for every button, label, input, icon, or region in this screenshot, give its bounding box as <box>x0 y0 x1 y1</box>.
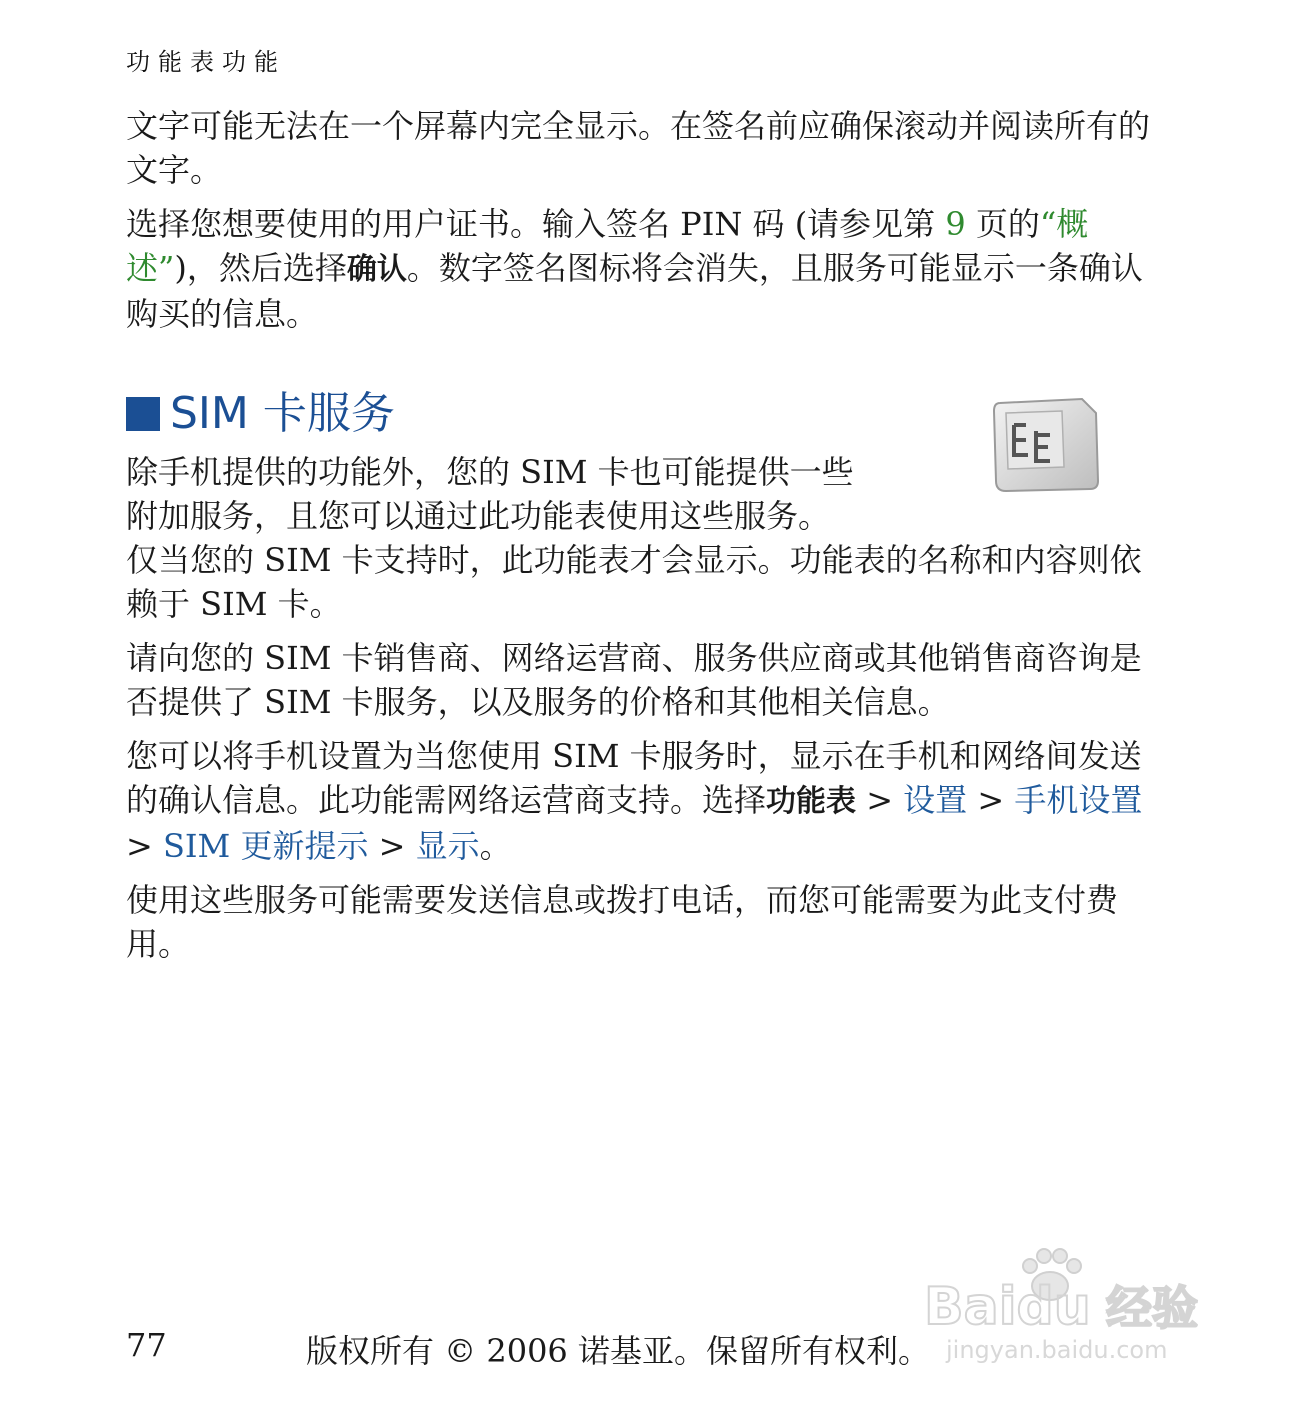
show-term: 显示 <box>415 827 480 865</box>
paragraph-confirmation-setting <box>126 734 1156 868</box>
text-segment: 页的 <box>965 205 1040 243</box>
paragraph-scroll-notice: 文字可能无法在一个屏幕内完全显示。在签名前应确保滚动并阅读所有的文字。 <box>126 107 1151 189</box>
page-content <box>126 104 1156 976</box>
paragraph-sim-support: 仅当您的 SIM 卡支持时，此功能表才会显示。功能表的名称和内容则依赖于 SIM 卡。 <box>126 541 1142 623</box>
phone-settings-term: 手机设置 <box>1014 781 1143 819</box>
confirm-term: 确认 <box>346 252 407 287</box>
text-line: 附加服务，且您可以通过此功能表使用这些服务。 <box>126 497 831 535</box>
copyright-notice: 版权所有 © 2006 诺基亚。保留所有权利。 <box>306 1332 930 1370</box>
square-bullet-icon <box>126 397 160 431</box>
text-line: 除手机提供的功能外，您的 SIM 卡也可能提供一些 <box>126 453 854 491</box>
running-header: 功能表功能 <box>126 48 286 76</box>
text-segment: )，然后选择 <box>174 249 347 287</box>
watermark-brand: Baidu <box>924 1277 1091 1337</box>
text-segment: 。 <box>479 827 512 865</box>
settings-term: 设置 <box>903 781 968 819</box>
overview-link[interactable]: “概述” <box>126 205 1089 287</box>
paragraph-service-fees: 使用这些服务可能需要发送信息或拨打电话，而您可能需要为此支付费用。 <box>126 881 1119 963</box>
baidu-watermark <box>920 1236 1220 1370</box>
page-number: 77 <box>126 1326 167 1364</box>
separator: > <box>126 827 163 865</box>
page-reference-link[interactable]: 9 <box>945 205 966 243</box>
text-segment: 您可以将手机设置为当您使用 SIM 卡服务时，显示在手机和网络间发送的确认信息。此功能需网络运营商支持。选择 <box>126 737 1142 819</box>
separator: > <box>967 781 1015 819</box>
paragraph-select-certificate <box>126 202 1156 336</box>
sim-card-icon <box>992 397 1102 497</box>
text-segment: 。数字签名图标将会消失，且服务可能显示一条确认购买的信息。 <box>126 249 1143 333</box>
text-segment: 选择您想要使用的用户证书。输入签名 PIN 码 (请参见第 <box>126 205 946 243</box>
watermark-cn: 经验 <box>1106 1281 1198 1335</box>
watermark-url: jingyan.baidu.com <box>946 1336 1168 1364</box>
section-title: SIM 卡服务 <box>170 388 395 439</box>
sim-update-term: SIM 更新提示 <box>162 827 369 865</box>
paragraph-contact-provider: 请向您的 SIM 卡销售商、网络运营商、服务供应商或其他销售商咨询是否提供了 SIM 卡服务，以及服务的价格和其他相关信息。 <box>126 639 1142 721</box>
menu-term: 功能表 <box>766 784 857 819</box>
separator: > <box>856 781 904 819</box>
separator: > <box>368 827 416 865</box>
